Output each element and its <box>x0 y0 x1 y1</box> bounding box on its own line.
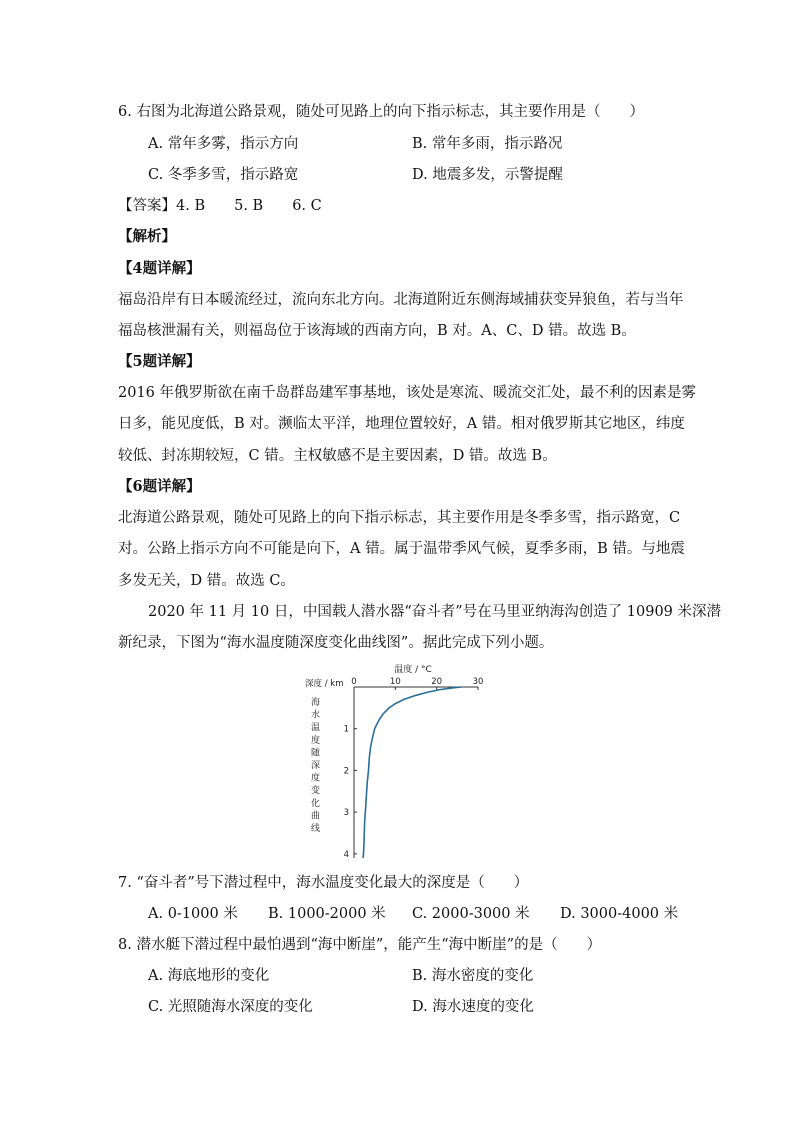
intro-line-2: 新纪录，下图为“海水温度随深度变化曲线图”。据此完成下列小题。 <box>118 635 554 651</box>
chart-title-vertical: 海水温度随深度变化曲线 <box>311 698 321 834</box>
q5-detail-line-2: 日多，能见度低，B 对。濒临太平洋，地理位置较好，A 错。相对俄罗斯其它地区，纬度 <box>118 416 685 432</box>
q7-stem: 7. “奋斗者”号下潜过程中，海水温度变化最大的深度是（ ） <box>118 875 529 891</box>
intro-line-1: 2020 年 11 月 10 日，中国载人潜水器“奋斗者”号在马里亚纳海沟创造了 10909 米深潜 <box>148 604 722 620</box>
q6-option-c: C. 冬季多雪，指示路宽 <box>148 167 299 183</box>
q6-option-a: A. 常年多雾，指示方向 <box>148 136 299 152</box>
q8-option-c: C. 光照随海水深度的变化 <box>148 999 313 1015</box>
q6-detail-title: 【6题详解】 <box>118 478 201 495</box>
y-tick-label: 3 <box>343 808 349 819</box>
y-tick-label: 2 <box>343 766 349 777</box>
q8-option-b: B. 海水密度的变化 <box>412 968 534 984</box>
q8-stem: 8. 潜水艇下潜过程中最怕遇到“海中断崖”，能产生“海中断崖”的是（ ） <box>118 937 602 953</box>
q6-detail-line-3: 多发无关，D 错。故选 C。 <box>118 573 295 589</box>
q6-option-d: D. 地震多发，示警提醒 <box>412 167 563 183</box>
q6-stem: 6. 右图为北海道公路景观，随处可见路上的向下指示标志，其主要作用是（ ） <box>118 104 644 120</box>
answer-line: 【答案】4. B 5. B 6. C <box>118 198 322 214</box>
y-tick-label: 1 <box>343 724 349 735</box>
temperature-depth-chart <box>300 660 500 865</box>
q4-detail-line-1: 福岛沿岸有日本暖流经过，流向东北方向。北海道附近东侧海域捕获变异狼鱼，若与当年 <box>118 292 684 308</box>
q5-detail-line-3: 较低、封冻期较短，C 错。主权敏感不是主要因素，D 错。故选 B。 <box>118 448 557 464</box>
q7-option-d: D. 3000-4000 米 <box>560 906 679 922</box>
x-tick-label: 20 <box>431 677 443 687</box>
analysis-title: 【解析】 <box>118 228 176 245</box>
q5-detail-line-1: 2016 年俄罗斯欲在南千岛群岛建军事基地，该处是寒流、暖流交汇处，最不利的因素是雾 <box>118 385 697 401</box>
q8-option-a: A. 海底地形的变化 <box>148 968 270 984</box>
x-tick-label: 0 <box>351 677 357 687</box>
temperature-curve <box>363 687 461 858</box>
q5-detail-title: 【5题详解】 <box>118 353 201 370</box>
y-tick-label: 4 <box>343 849 349 860</box>
x-tick-label: 30 <box>472 677 484 687</box>
q7-option-c: C. 2000-3000 米 <box>412 906 530 922</box>
q8-option-d: D. 海水速度的变化 <box>412 999 534 1015</box>
q4-detail-title: 【4题详解】 <box>118 260 201 277</box>
q6-option-b: B. 常年多雨，指示路况 <box>412 136 563 152</box>
q7-option-a: A. 0-1000 米 <box>148 906 238 922</box>
chart-ylabel: 深度 / km <box>305 679 344 689</box>
q6-detail-line-2: 对。公路上指示方向不可能是向下，A 错。属于温带季风气候，夏季多雨，B 错。与地震 <box>118 541 685 557</box>
q4-detail-line-2: 福岛核泄漏有关，则福岛位于该海域的西南方向，B 对。A、C、D 错。故选 B。 <box>118 323 636 339</box>
q7-option-b: B. 1000-2000 米 <box>268 906 386 922</box>
chart-xlabel: 温度 / °C <box>394 665 432 675</box>
q6-detail-line-1: 北海道公路景观，随处可见路上的向下指示标志，其主要作用是冬季多雪，指示路宽，C <box>118 510 681 526</box>
x-tick-label: 10 <box>389 677 401 687</box>
